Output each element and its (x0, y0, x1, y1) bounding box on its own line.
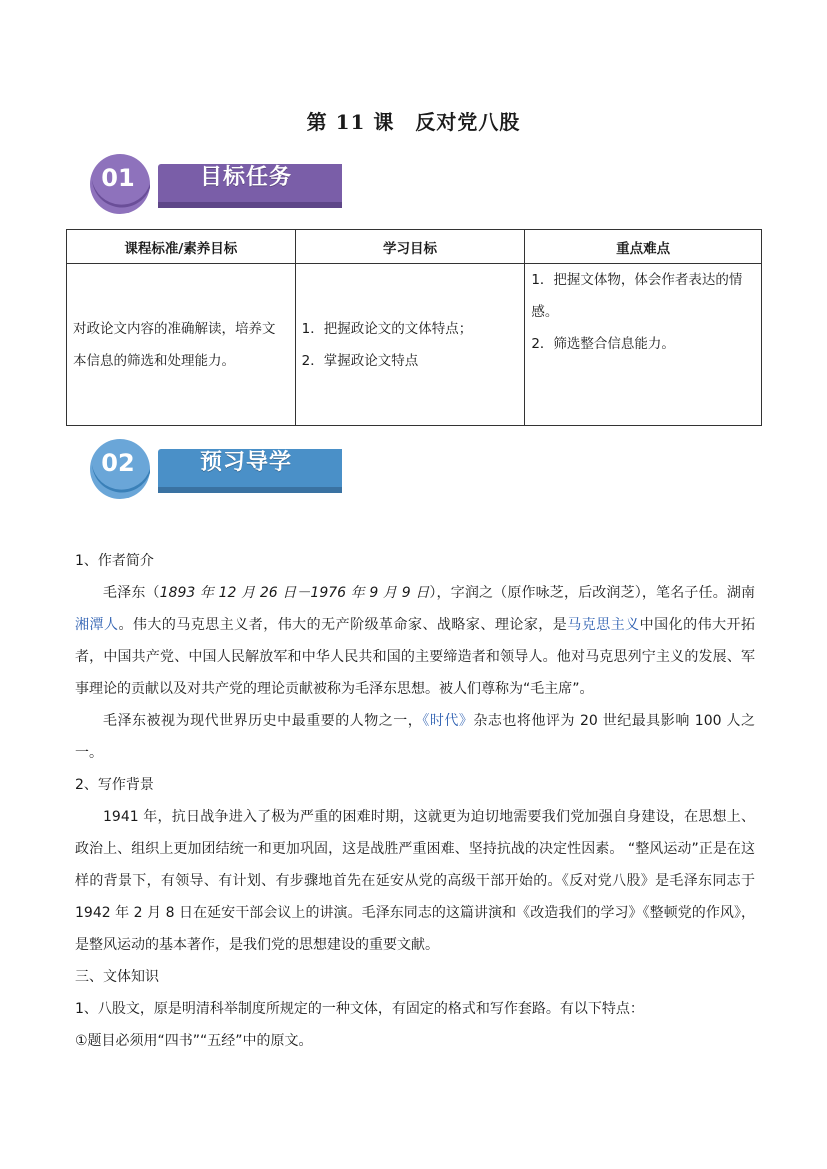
link-time-magazine[interactable]: 《时代》 (422, 713, 474, 729)
table-header-row (67, 230, 762, 264)
table-cell-standard (67, 264, 296, 426)
text-run: 毛泽东（ (103, 585, 160, 601)
cell-text: 对政论文内容的准确解读，培养文本信息的筛选和处理能力。 (73, 320, 276, 369)
section-heading: 1、作者简介 (75, 553, 154, 569)
text-run: ），字润之（原作咏芝，后改润芝），笔名子任。湖南 (429, 585, 756, 601)
table-cell-keypoints (525, 264, 762, 426)
badge-label: 预习导学 (200, 450, 293, 475)
link-marxism[interactable]: 马克思主义 (567, 617, 640, 633)
paragraph: ①题目必须用“四书”“五经”中的原文。 (75, 1033, 313, 1049)
section-badge-preview (80, 437, 342, 507)
table-header-cell: 学习目标 (295, 230, 525, 264)
text-run: 中国化的伟大开拓者，中国共产党、中国人民解放军和中华人民共和国的主要缔造者和领导人。他对马克思列宁主义的发展、军事理论的贡献以及对共产党的理论贡献被称为毛泽东思想。被人们尊称为“毛主席”。 (75, 617, 756, 697)
text-run: 。伟大的马克思主义者，伟大的无产阶级革命家、战略家、理论家，是 (118, 617, 568, 633)
paragraph (75, 705, 755, 769)
section-heading: 2、写作背景 (75, 777, 154, 793)
table-row (67, 264, 762, 426)
section-heading: 三、文体知识 (75, 969, 159, 985)
paragraph (75, 577, 755, 705)
paragraph: 1941 年，抗日战争进入了极为严重的困难时期，这就更为迫切地需要我们党加强自身建设，在思想上、政治上、组织上更加团结统一和更加巩固，这是战胜严重困难、坚持抗战的决定性因素。 “整风运动”正是在这样的背景下，有领导、有计划、有步骤地首先在延安从党的高级干部开始的。《反对党八股》是毛泽东同志于 1942 年 2 月 8 日在延安干部会议上的讲演。毛泽东同志的这篇讲演和《改造我们的学习》《整顿党的作风》，是整风运动的基本著作，是我们党的思想建设的重要文献。 (75, 809, 755, 953)
badge-number: 02 (101, 449, 135, 477)
link-xiangtan[interactable]: 湘潭人 (75, 617, 119, 633)
goals-table (66, 229, 762, 426)
list-item: 2．掌握政论文特点 (301, 352, 419, 369)
article-body (75, 545, 755, 1057)
text-run: 杂志也将他评为 20 世纪最具影响 100 人之一。 (75, 713, 755, 761)
section-badge-goals (80, 152, 342, 222)
badge-number: 01 (101, 164, 135, 192)
table-header-cell: 重点难点 (525, 230, 762, 264)
table-cell-objectives (295, 264, 525, 426)
table-header-cell: 课程标准/素养目标 (67, 230, 296, 264)
dates-text: 1893 年 12 月 26 日－1976 年 9 月 9 日 (159, 585, 430, 601)
badge-label: 目标任务 (200, 165, 293, 190)
list-item: 1．把握文体物，体会作者表达的情感。 (531, 272, 743, 320)
list-item: 1．把握政论文的文体特点； (301, 320, 473, 337)
page-title: 第 11 课 反对党八股 (306, 110, 521, 134)
text-run: 毛泽东被视为现代世界历史中最重要的人物之一， (103, 713, 423, 729)
paragraph: 1、八股文，原是明清科举制度所规定的一种文体，有固定的格式和写作套路。有以下特点： (75, 1001, 644, 1017)
list-item: 2．筛选整合信息能力。 (531, 336, 675, 352)
